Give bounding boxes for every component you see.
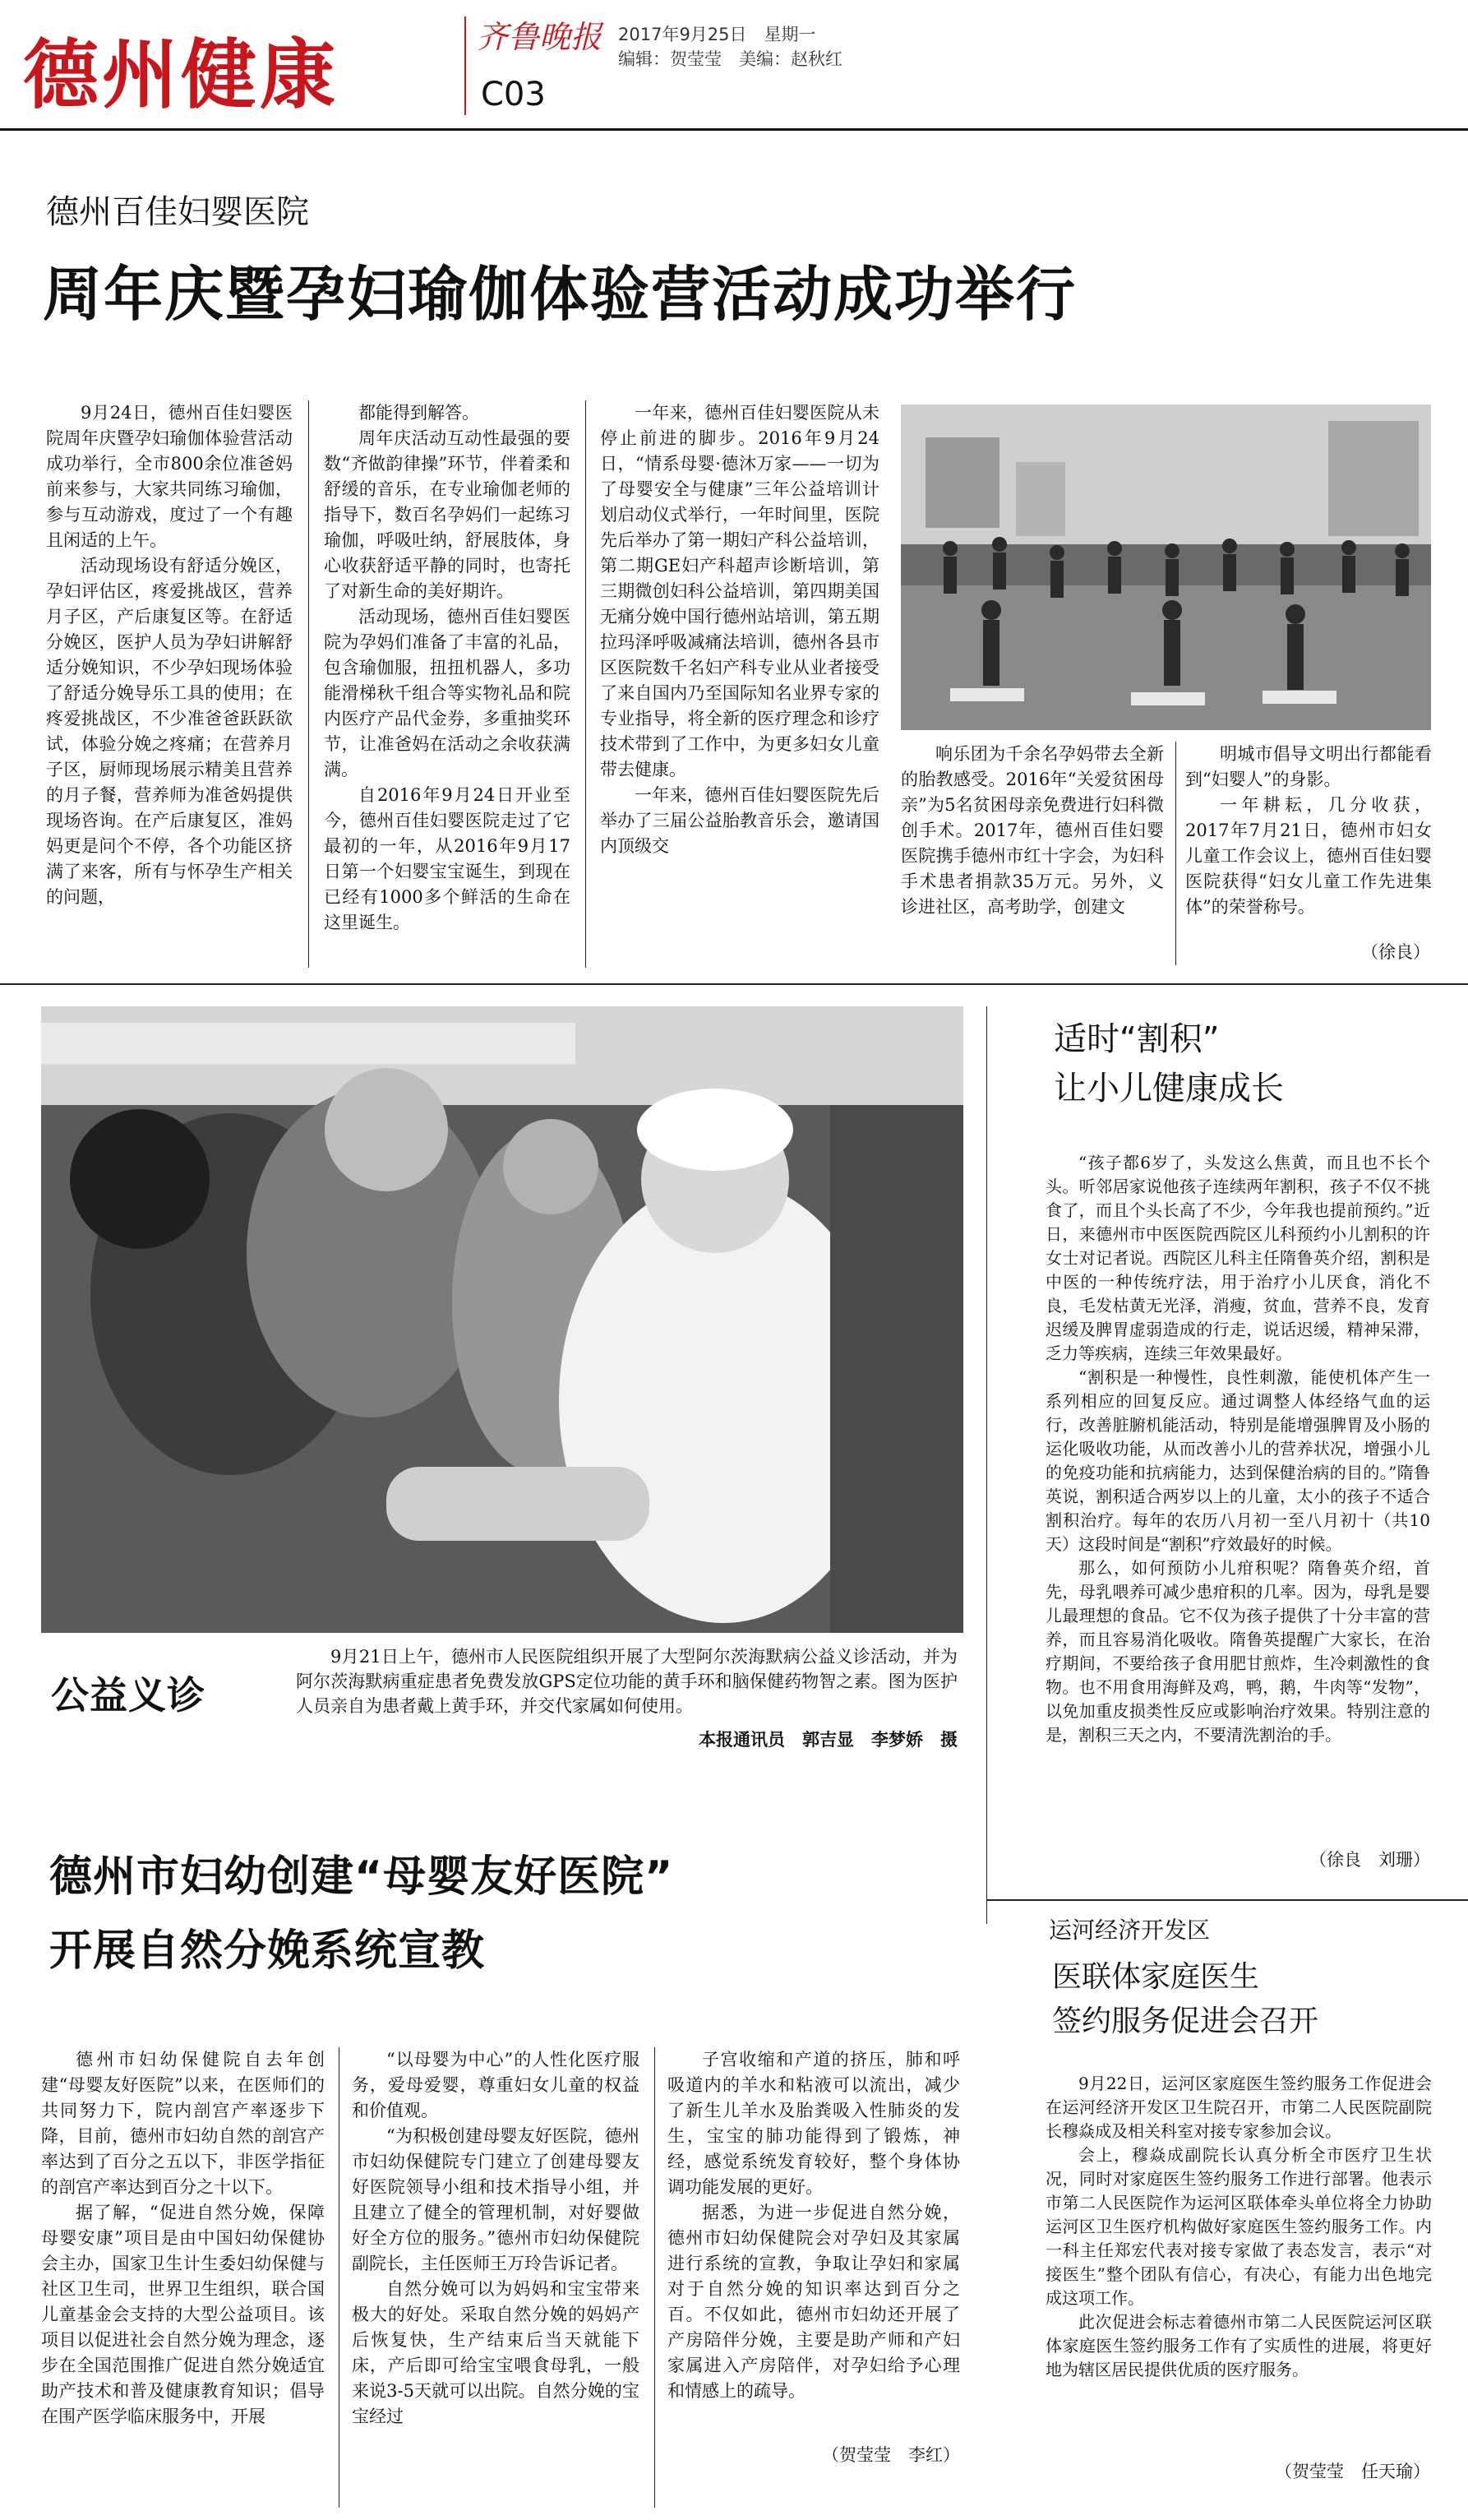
article1-kicker: 德州百佳妇婴医院 [46,193,309,231]
article4-headline-line2: 签约服务促进会召开 [1052,2004,1319,2038]
article1-column-1: 9月24日，德州百佳妇婴医院周年庆暨孕妇瑜伽体验营活动成功举行，全市800余位准爸妈前来参与，大家共同练习瑜伽，参与互动游戏，度过了一个有趣且闲适的上午。 活动现场设有舒适分娩区，孕妇评估区，疼爱挑战区，营养月子区，产后康复区等。在舒适分娩区，医护人员为孕妇讲解舒适分娩知识，不少孕妇现场体验了舒适分娩导乐工具的使用；在疼爱挑战区，不少准爸爸跃跃欲试，体验分娩之疼痛；在营养月子区，厨师现场展示精美且营养的月子餐，营养师为准爸妈提供现场咨询。在产后康复区，准妈妈更是问个不停，各个功能区挤满了来客，所有与怀孕生产相关的问题， [46,403,293,907]
section-rule [0,983,1468,985]
article1-headline: 周年庆暨孕妇瑜伽体验营活动成功举行 [43,260,1078,329]
article1-column-3: 一年来，德州百佳妇婴医院从未停止前进的脚步。2016年9月24日，“情系母婴·德沐万家——一切为了母婴安全与健康”三年公益培训计划启动仪式举行，一年时间里，医院先后举办了第一期妇产科公益培训，第二期GE妇产科超声诊断培训，第三期微创妇科公益培训，第四期美国无痛分娩中国行德州站培训，第五期拉玛泽呼吸减痛法培训，德州各县市区医院数千名妇产科专业从业者接受了来自国内乃至国际知名业界专家的专业指导，将全新的医疗理念和诊疗技术带到了工作中，为更多妇女儿童带去健康。 一年来，德州百佳妇婴医院先后举办了三届公益胎教音乐会，邀请国内顶级交 [600,403,879,856]
feature-title: 公益义诊 [51,1673,205,1718]
masthead [0,0,1468,123]
masthead-divider [464,16,466,115]
article1-column-4: 响乐团为千余名孕妈带去全新的胎教感受。2016年“关爱贫困母亲”为5名贫困母亲免费进行妇科微创手术。2017年，德州百佳妇婴医院携手德州市红十字会，为妇科手术患者捐款35万元。另外，义诊进社区，高考助学，创建文 [901,744,1164,917]
column-rule [986,1006,987,1924]
yoga-photo-illustration [901,405,1431,730]
article3-column-1: 德州市妇幼保健院自去年创建“母婴友好医院”以来，在医师们的共同努力下，院内剖宫产率逐步下降，目前，德州市妇幼自然的剖宫产率达到了百分之五以下，非医学指征的剖宫产率达到百分之十以下。 据了解，“促进自然分娩，保障母婴安康”项目是由中国妇幼保健协会主办，国家卫生计生委妇幼保健与社区卫生司，世界卫生组织，联合国儿童基金会支持的大型公益项目。该项目以促进社会自然分娩为理念，逐步在全国范围推广促进自然分娩适宜助产技术和普及健康教育知识；倡导在围产医学临床服务中，开展 [41,2050,325,2426]
article4-kicker: 运河经济开发区 [1049,1917,1211,1944]
column-rule [585,400,586,968]
article4-headline-line1: 医联体家庭医生 [1052,1960,1260,1994]
article3-headline-line1: 德州市妇幼创建“母婴友好医院” [49,1852,674,1902]
column-rule [308,400,309,968]
clinic-photo [41,1006,963,1633]
article3-byline: （贺莹莹 李红） [822,2445,960,2465]
article4-body: 9月22日，运河区家庭医生签约服务工作促进会在运河经济开发区卫生院召开，市第二人民医院副院长穆焱成及相关科室对接专家参加会议。 会上，穆焱成副院长认真分析全市医疗卫生状况，同时对家庭医生签约服务工作进行部署。他表示市第二人民医院作为运河区联体牵头单位将全力协助运河区卫生医疗机构做好家庭医生签约服务工作。内一科主任郑宏代表对接专家做了表态发言，表示“对接医生”整个团队有信心，有决心，有能力出色地完成这项工作。 此次促进会标志着德州市第二人民医院运河区联体家庭医生签约服务工作有了实质性的进展，将更好地为辖区居民提供优质的医疗服务。 [1046,2074,1432,2379]
section-title: 德州健康 [23,31,339,119]
article2-headline-line1: 适时“割积” [1054,1020,1220,1058]
article1-byline: （徐良） [1361,942,1430,962]
editor-line: 编辑：贺莹莹 美编：赵秋红 [618,49,842,69]
article2-byline: （徐良 刘珊） [1309,1850,1430,1870]
column-rule [654,2047,655,2508]
clinic-photo-illustration [41,1006,963,1633]
issue-date: 2017年9月25日 星期一 [618,25,816,44]
article2-headline-line2: 让小儿健康成长 [1054,1070,1284,1107]
page-number: C03 [481,76,546,113]
paper-logo: 齐鲁晚报 [477,19,602,55]
section-rule [986,1899,1468,1901]
article3-column-3: 子宫收缩和产道的挤压，肺和呼吸道内的羊水和粘液可以流出，减少了新生儿羊水及胎粪吸入性肺炎的发生，宝宝的肺功能得到了锻炼，神经，感觉系统发育较好，整个身体协调功能发展的更好。 据悉，为进一步促进自然分娩，德州市妇幼保健院会对孕妇及其家属进行系统的宣教，争取让孕妇和家属对于自然分娩的知识率达到百分之百。不仅如此，德州市妇幼还开展了产房陪伴分娩，主要是助产师和产妇家属进入产房陪伴，对孕妇给予心理和情感上的疏导。 [667,2050,960,2401]
yoga-event-photo [901,405,1431,730]
article4-byline: （贺莹莹 任天瑜） [1275,2462,1430,2481]
article1-column-5: 明城市倡导文明出行都能看到“妇婴人”的身影。 一年耕耘，几分收获，2017年7月21日，德州市妇女儿童工作会议上，德州百佳妇婴医院获得“妇女儿童工作先进集体”的荣誉称号。 [1185,744,1432,917]
article3-column-2: “以母婴为中心”的人性化医疗服务，爱母爱婴，尊重妇女儿童的权益和价值观。 “为积极创建母婴友好医院，德州市妇幼保健院专门建立了创建母婴友好医院领导小组和技术指导小组，并且建立了健全的管理机制，对好婴做好全方位的服务。”德州市妇幼保健院副院长，主任医师王万玲告诉记者。 自然分娩可以为妈妈和宝宝带来极大的好处。采取自然分娩的妈妈产后恢复快，生产结束后当天就能下床，产后即可给宝宝喂食母乳，一般来说3-5天就可以出院。自然分娩的宝宝经过 [352,2050,639,2426]
column-rule [1175,742,1176,965]
feature-caption: 9月21日上午，德州市人民医院组织开展了大型阿尔茨海默病公益义诊活动，并为阿尔茨海默病重症患者免费发放GPS定位功能的黄手环和脑保健药物智之素。图为医护人员亲自为患者戴上黄手环，并交代家属如何使用。 [296,1647,958,1716]
photo-credit: 本报通讯员 郭吉显 李梦娇 摄 [699,1729,958,1750]
article1-column-2: 都能得到解答。 周年庆活动互动性最强的要数“齐做韵律操”环节，伴着柔和舒缓的音乐，在专业瑜伽老师的指导下，数百名孕妈们一起练习瑜伽，呼吸吐纳，舒展肢体，身心收获舒适平静的同时，也寄托了对新生命的美好期许。 活动现场，德州百佳妇婴医院为孕妈们准备了丰富的礼品，包含瑜伽服，扭扭机器人，多功能滑梯秋千组合等实物礼品和院内医疗产品代金券，多重抽奖环节，让准爸妈在活动之余收获满满。 自2016年9月24日开业至今，德州百佳妇婴医院走过了它最初的一年，从2016年9月17日第一个妇婴宝宝诞生，到现在已经有1000多个鲜活的生命在这里诞生。 [324,403,570,932]
article2-body: “孩子都6岁了，头发这么焦黄，而且也不长个头。听邻居家说他孩子连续两年割积，孩子不仅不挑食了，而且个头长高了不少，今年我也提前预约。”近日，来德州市中医医院西院区儿科预约小儿割积的许女士对记者说。西院区儿科主任隋鲁英介绍，割积是中医的一种传统疗法，用于治疗小儿厌食，消化不良，毛发枯黄无光泽，消瘦，贫血，营养不良，发育迟缓及脾胃虚弱造成的行走，说话迟缓，精神呆滞，乏力等疾病，连续三年效果最好。 “割积是一种慢性，良性刺激，能使机体产生一系列相应的回复反应。通过调整人体经络气血的运行，改善脏腑机能活动，特别是能增强脾胃及小肠的运化吸收功能，从而改善小儿的营养状况，增强小儿的免疫功能和抗病能力，达到保健治病的目的。”隋鲁英说，割积适合两岁以上的儿童，太小的孩子不适合割积治疗。每年的农历八月初一至八月初十（共10天）这段时间是“割积”疗效最好的时候。 那么，如何预防小儿疳积呢？隋鲁英介绍，首先，母乳喂养可减少患疳积的几率。因为，母乳是婴儿最理想的食品。它不仅为孩子提供了十分丰富的营养，而且容易消化吸收。隋鲁英提醒广大家长，在治疗期间，不要给孩子食用肥甘煎炸，生冷刺激性的食物。也不用食用海鲜及鸡，鸭，鹅，牛肉等“发物”，以免加重皮损类性反应或影响治疗效果。特别注意的是，割积三天之内，不要清洗割治的手。 [1046,1153,1430,1745]
top-rule [0,128,1468,131]
article3-headline-line2: 开展自然分娩系统宣教 [49,1926,486,1976]
